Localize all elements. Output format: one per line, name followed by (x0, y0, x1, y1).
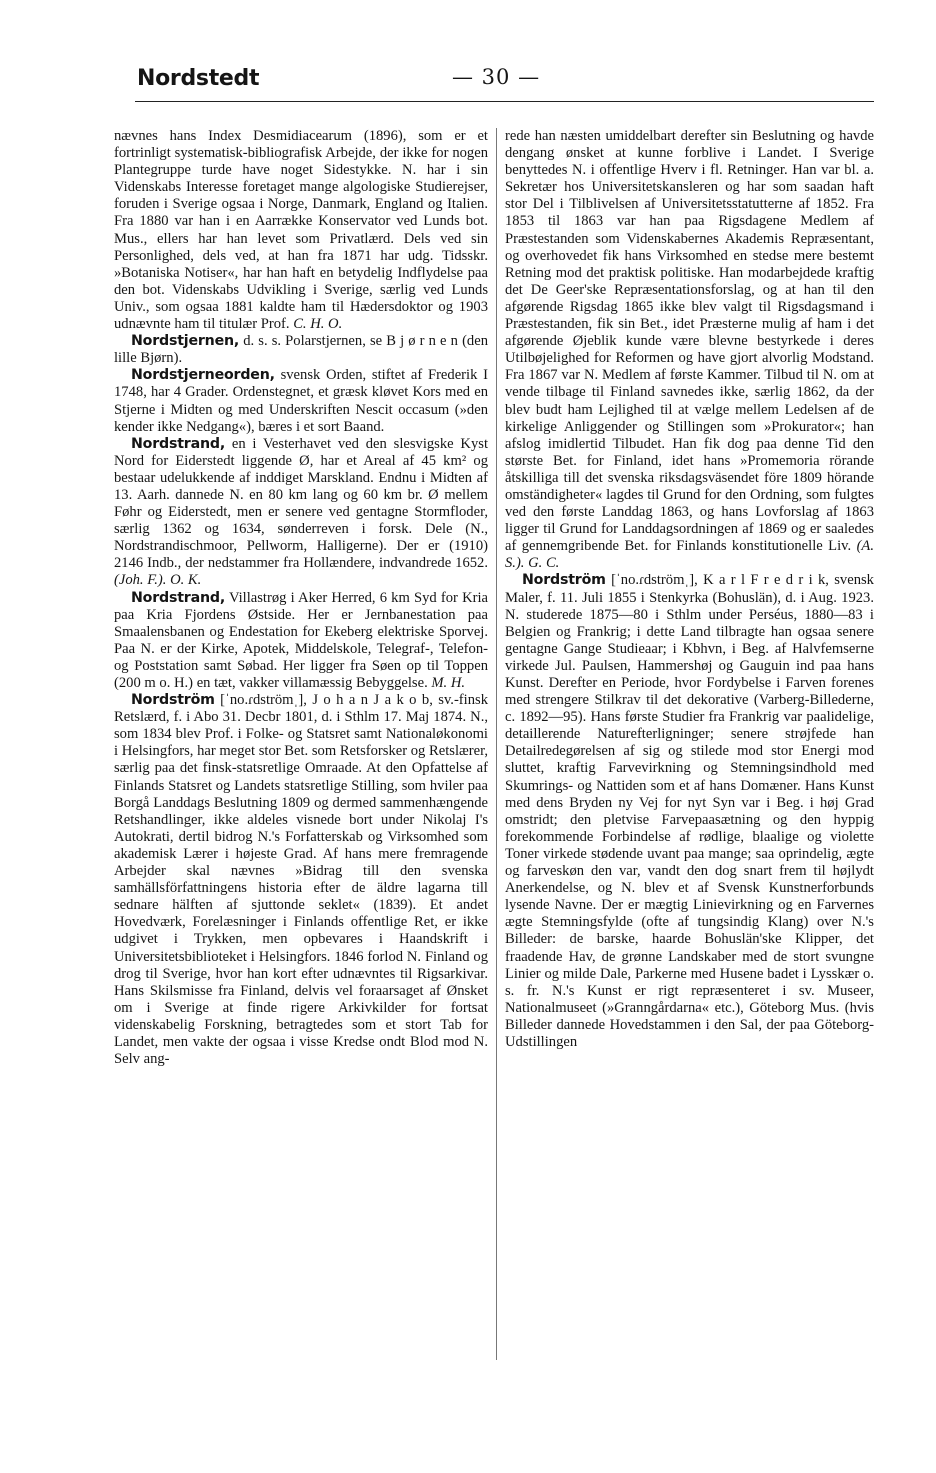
signature: M. H. (431, 675, 466, 691)
column-divider (496, 128, 497, 1360)
headword: Nordstrand, (131, 435, 226, 452)
signature: (Joh. F.). O. K. (114, 572, 202, 589)
headword: Nordstjernen, (131, 333, 240, 350)
running-head: Nordstedt (137, 66, 260, 91)
pronunciation: [ˈno.ɾdströmˌ], (220, 692, 307, 709)
continued-paragraph (114, 128, 488, 333)
entry-text: K a r l F r e d r i k, svensk Maler, f. 11. Juli 1855 i Stenkyrka (Bohuslän), d. i Aug. 1923. N. studerede 1875—80 i Sthlm under Perséus, 1880—83 i Belgien og Frankrig; i dette Land tilbragte han ogsaa senere gentagne Gange Studieaar; i Kbhvn, i Beg. af Halvfemserne virkede Jul. Paulsen, Hammershøj og Gauguin ind paa hans Kunst. Derefter en Periode, hvor Fordybelse i Farven forenes med strengere Stilkrav til det dekorative (Varberg-Billederne, c. 1892—95). Hans første Studier fra Frankrig var paalidelige, detaillerende Naturefterligninger; senere strøjfede han Detailredegørelsen af sig og stilede mod stor Energi mod sluttet, kraftig Farvevirkning og Stemningsindhold med Skumrings- og Nattiden som et af hans Domæner. Hans Kunst med dens Bryden ny Vej for nyt Syn var i Beg. i høj Grad omstridt; den pletvise Farvepaasætning og den hyppig forekommende Forbindelse af rødlige, blaalige og violette Toner virkede stødende uvant paa mange; saa oprindelig, ægte og farveskøn den var, vandt den dog snart frem til højlydt Anerkendelse, og N. blev et af Svensk Kunstnerforbunds lysende Navne. Der er mægtig Linievirkning og en Farvernes ægte Stemningsfylde (ofte af tungsindig Klang) over N.'s Billeder: de barske, haarde Bohuslän'ske Klipper, det fraadende Hav, de grønne Landskaber med de stort svungne Linier og milde Dale, Parkerne med Husene badet i Lysskær o. s. fr. N.'s Kunst er rigt repræsenteret i sv. Museer, Nationalmuseet (»Granngårdarna« etc.), Göteborg Mus. (hvis Billeder dannede Hovedstammen i den Sal, der paa Göteborg-Udstillingen (505, 572, 874, 1050)
pronunciation: [ˈno.ɾdströmˌ], (611, 572, 698, 589)
entry-text: en i Vesterhavet ved den slesvigske Kyst Nord for Eiderstedt liggende Ø, har et Areal af 45 km² og bestaar udelukkende af inddiget Marskland. Endnu i Midten af 13. Aarh. dannede N. en 80 km lang og 60 km br. Ø mellem Føhr og Eiderstedt, men er senere ved gentagne Stormfloder, særlig 1362 og 1634, sønderreven i forsk. Dele (N., Nordstrandischmoor, Pellworm, Halligerne). Der er (1910) 2146 Indb., der nedstammer fra Hollændere, indvandrede 1652. (114, 435, 489, 572)
entry-nordstrom-karl (505, 572, 874, 1051)
entry-nordstrand-villa (114, 590, 488, 693)
entry-text: Villastrøg i Aker Herred, 6 km Syd for Kria paa Kria Fjordens Østside. Her er Jernbanestation paa Smaalensbanen og Endestation for Ekeberg elektriske Sporvej. Paa N. er der Kirke, Apotek, Middelskole, Telegraf-, Telefon- og Poststation samt Søbad. Her ligger fra Søen op til Toppen (200 m o. H.) en tæt, vakker villamæssig Bebyggelse. (114, 589, 488, 691)
paragraph-text: rede han næsten umiddelbart derefter sin Beslutning og havde dengang ønsket at kunne forblive i Landet. I Sverige benyttedes N. i offentlige Hverv i fl. Retninger. Han var bl. a. Sekretær hos Universitetskansleren og har som saadan haft stor Del i Tilblivelsen af Universitetsstatutterne af 1852. Fra 1853 til 1863 var han paa Rigsdagene Medlem af Præstestanden som Videnskabernes Akademis Repræsentant, og overhovedet fik hans Virksomhed en stedse mere bestemt Retning mod det praktisk politiske. Han modarbejdede kraftig det De Geer'ske Repræsentationsforslag, og at han til den afgørende Rigsdag 1865 ikke blev valgt til Rigsdagsmand i Præstestanden, fik sin Bet., idet Præsterne mulig af ham i det afgørende Øjeblik kunde være blevne bestyrkede i deres Utilbøjelighed for Reformen og have gjort alvorlig Modstand. Fra 1867 var N. Medlem af første Kammer. Tilbud til N. om at vende tilbage til Finland savnedes ikke, særlig 1862, da der blev budt ham Lejlighed til at vælge mellem Ledelsen af de kirkelige Anliggender og Stillingen som »Prokurator«; han afslog imidlertid Tilbudet. Han fik dog paa denne Tid den største Bet. for Finland, idet hans »Promemoria rörande åtskilliga till det svenska riksdagsväsendet före 1809 hörande omständigheter« lagdes til Grund for den Ordning, som fulgtes ved den første Landdag 1863, og hans Lovforslag af 1863 ligger til Grund for Landdagsordningen af 1869 og er saaledes af gennemgribende Bet. for Finlands konstitutionelle Liv. (505, 128, 874, 555)
signature: C. H. O. (293, 316, 343, 333)
entry-nordstrand-island (114, 436, 488, 590)
page-header (0, 0, 936, 110)
header-rule (135, 101, 874, 102)
headword: Nordström (522, 572, 606, 589)
headword: Nordstjerneorden, (131, 367, 275, 384)
paragraph-text: nævnes hans Index Desmidiacearum (1896), som er et fortrinligt systematisk-bibliografisk Arbejde, der ikke for nogen Plantegruppe turde have noget Sidestykke. N. har i sin Videnskabs Interesse foretaget mange algologiske Studierejser, foruden i Sverige ogsaa i Norge, Danmark, England og Italien. Fra 1880 var han i en Aarrække Konservator ved Lunds bot. Mus., ellers har han levet som Privatlærd. Dels ved sin Personlighed, dels ved, at han fra 1871 har udg. Tidsskr. »Botaniska Notiser«, har han haft en betydelig Indflydelse paa den bot. Videnskabs Udvikling i Sverige, særlig ved Lunds Univ., som ogsaa 1881 kaldte ham til Hædersdoktor og 1903 udnævnte ham til titulær Prof. (114, 128, 488, 333)
entry-nordstrom-johan (114, 692, 488, 1068)
entry-text: d. s. s. Polarstjernen, se B j ø r n e n (den lille Bjørn). (114, 333, 488, 367)
page-number: — 30 — (452, 65, 541, 89)
headword: Nordstrand, (131, 589, 226, 606)
left-column (114, 128, 488, 1068)
right-column (505, 128, 874, 1051)
entry-text: svensk Orden, stiftet af Frederik I 1748, har 4 Grader. Ordenstegnet, et græsk kløvet Kors med en Stjerne i Midten og med Underskriften Nescit occasum (»den kender ikke Nedgang«), bæres i et sort Baand. (114, 367, 488, 435)
continued-paragraph (505, 128, 874, 572)
entry-nordstjernen (114, 333, 488, 367)
entry-text: J o h a n J a k o b, sv.-finsk Retslærd, f. i Abo 31. Decbr 1801, d. i Sthlm 17. Maj 1874. N., som 1834 blev Prof. i Folke- og Statsret samt Nationaløkonomi i Helsingfors, har meget stor Bet. som Retsforsker og Retslærer, særlig paa det finsk-statsretlige Omraade. At den Opfattelse af Finlands Statsret og Landets statsretlige Stilling, som hviler paa Borgå Landdags Beslutning 1809 og dermed sammenhængende Retshandlinger, ikke aldeles visnede bort under Nikolaj I's Autokrati, dertil bidrog N.'s Forfatterskab og Virksomhed som akademisk Lærer i højeste Grad. Af hans mere fremragende Arbejder skal nævnes »Bidrag till den svenska samhällsförfattningens historia efter de äldre lagarna till sednare hälften af sjuttonde seklet« (1839). Et andet Hovedværk, Forelæsninger i Finlands offentlige Ret, er ikke udgivet i Trykken, men opbevares i Haandskrift i Universitetsbiblioteket i Helsingfors. 1846 forlod N. Finland og drog til Sverige, hvor han kort efter udnævntes til Rigsarkivar. Hans Skilsmisse fra Finland, delvis vel foraarsaget af Ønsket om i Sverige at finde rigere Arkivkilder for fortsat videnskabelig Forskning, betragtedes som et stort Tab for Landet, men vakte der ogsaa i visse Kredse ondt Blod mod N. Selv ang- (114, 692, 488, 1068)
entry-nordstjerneorden (114, 367, 488, 435)
headword: Nordström (131, 692, 215, 709)
signature: (A. S.). G. C. (505, 538, 874, 572)
